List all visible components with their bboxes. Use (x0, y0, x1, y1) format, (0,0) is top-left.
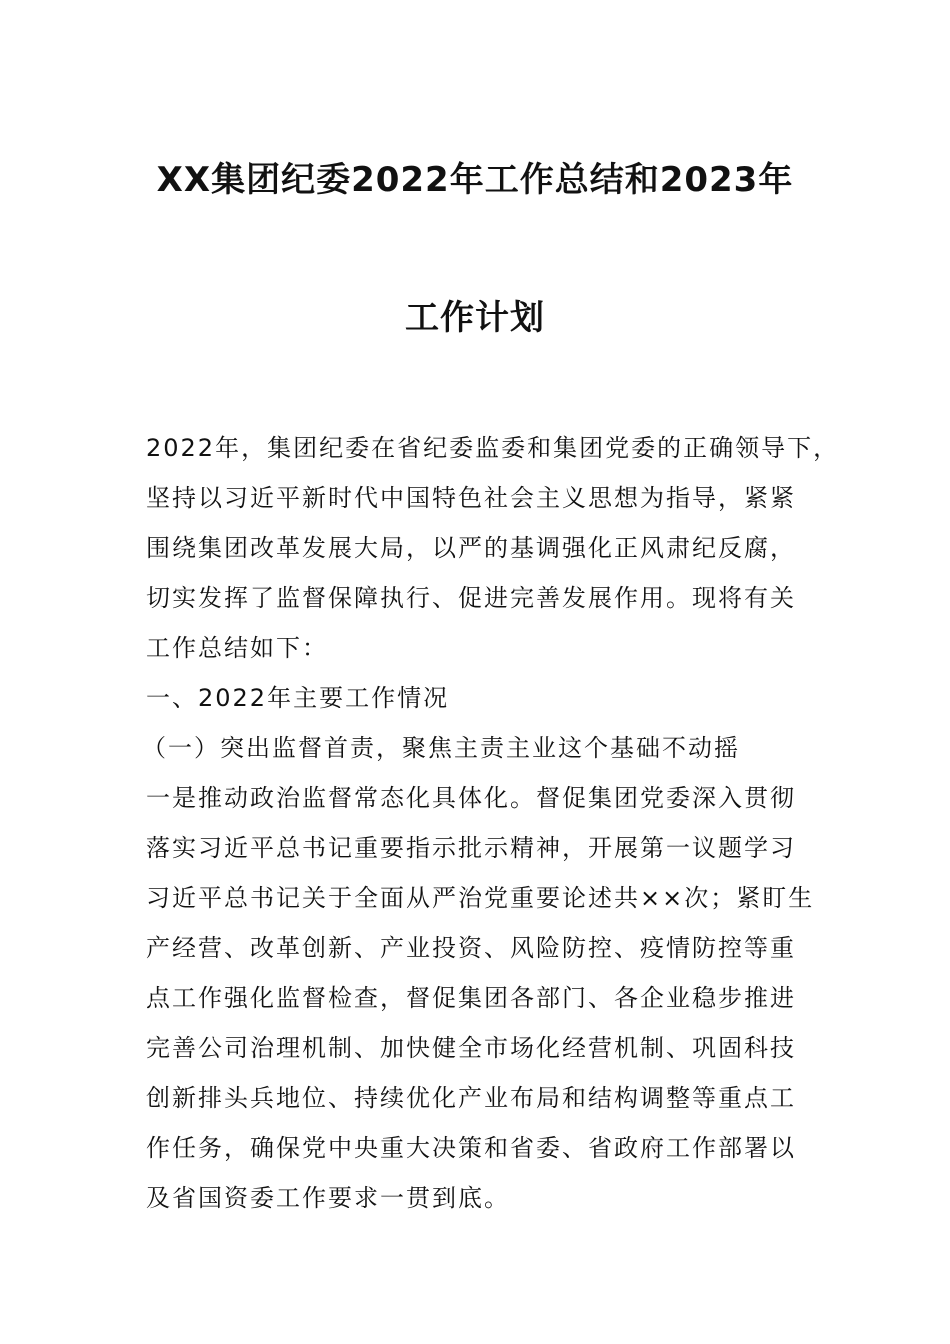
body-line: 一是推动政治监督常态化具体化。督促集团党委深入贯彻 (146, 784, 796, 812)
document-title-line-2: 工作计划 (405, 298, 545, 338)
body-line: 切实发挥了监督保障执行、促进完善发展作用。现将有关 (146, 584, 796, 612)
body-line: 及省国资委工作要求一贯到底。 (146, 1184, 510, 1212)
body-line: 创新排头兵地位、持续优化产业布局和结构调整等重点工 (146, 1084, 796, 1112)
body-line: 坚持以习近平新时代中国特色社会主义思想为指导，紧紧 (146, 484, 796, 512)
body-line: 2022年，集团纪委在省纪委监委和集团党委的正确领导下， (146, 434, 840, 462)
body-line: 工作总结如下： (146, 634, 328, 662)
subsection-heading: （一）突出监督首责，聚焦主责主业这个基础不动摇 (142, 734, 740, 762)
document-body (142, 431, 840, 1231)
document-title-line-1: XX集团纪委2022年工作总结和2023年 (156, 160, 794, 200)
body-line: 完善公司治理机制、加快健全市场化经营机制、巩固科技 (146, 1034, 796, 1062)
body-line: 产经营、改革创新、产业投资、风险防控、疫情防控等重 (146, 934, 796, 962)
body-line: 围绕集团改革发展大局，以严的基调强化正风肃纪反腐， (146, 534, 796, 562)
body-line: 作任务，确保党中央重大决策和省委、省政府工作部署以 (146, 1134, 796, 1162)
body-line: 落实习近平总书记重要指示批示精神，开展第一议题学习 (146, 834, 796, 862)
body-line: 习近平总书记关于全面从严治党重要论述共××次；紧盯生 (146, 884, 815, 912)
body-line: 点工作强化监督检查，督促集团各部门、各企业稳步推进 (146, 984, 796, 1012)
section-heading: 一、2022年主要工作情况 (146, 684, 450, 712)
